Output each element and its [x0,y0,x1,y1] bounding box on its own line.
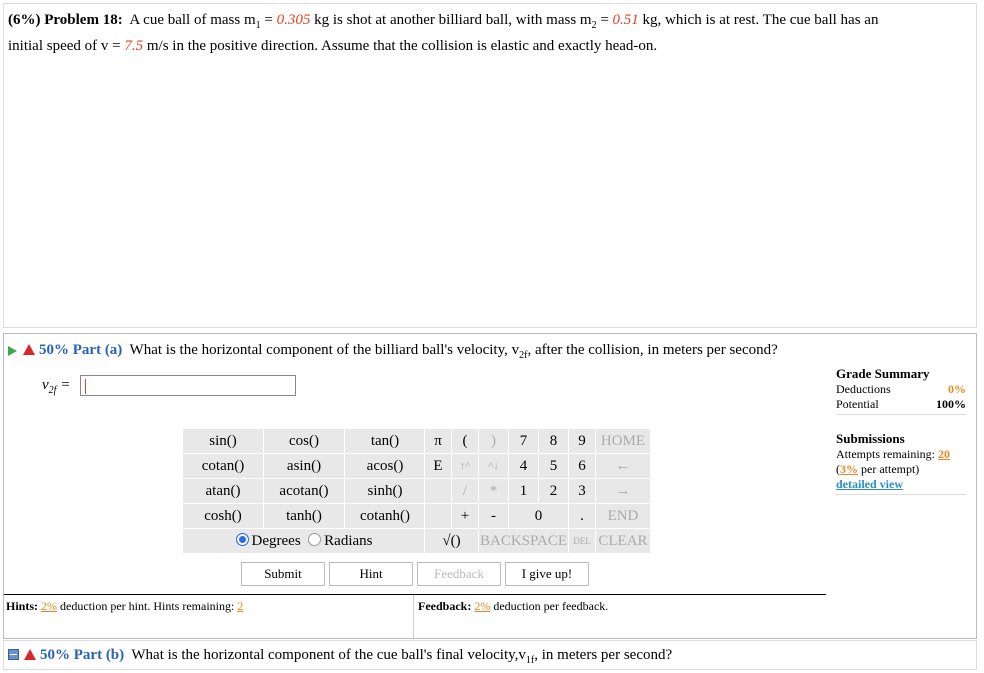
acos-button[interactable]: acos() [345,454,426,479]
answer-input[interactable] [80,375,296,396]
problem-text-4: m/s in the positive direction. Assume that the collision is elastic and exactly head-on. [143,38,658,54]
right-paren-button[interactable]: ) [479,429,509,454]
acotan-button[interactable]: acotan() [264,479,345,504]
plus-button[interactable]: + [452,504,479,529]
detailed-row [836,477,966,495]
problem-text-3: kg, which is at rest. The cue ball has an initial speed of v = [8,12,879,54]
give-up-button[interactable]: I give up! [505,562,589,586]
part-b-panel [3,640,977,670]
sinh-button[interactable]: sinh() [345,479,426,504]
key-9[interactable]: 9 [568,429,595,454]
feedback-text: deduction per feedback. [490,599,609,613]
problem-weight: (6%) [8,12,41,28]
attempts-value: 20 [937,447,950,461]
part-a-question-sub: 2f [519,350,528,361]
divide-button[interactable]: / [452,479,479,504]
hints-remaining: 2 [237,599,244,613]
equals-2: = [596,12,613,28]
cotan-button[interactable]: cotan() [183,454,264,479]
part-b-question: What is the horizontal component of the cue ball's final velocity,v [131,647,526,663]
key-3[interactable]: 3 [568,479,595,504]
cotanh-button[interactable]: cotanh() [345,504,426,529]
per-attempt-pct: 3% [840,462,858,476]
problem-text-1: A cue ball of mass m [129,12,256,28]
detailed-view-link[interactable]: detailed view [836,477,903,491]
per-attempt-text: per attempt) [858,462,920,476]
part-a-header [8,342,778,361]
answer-var: v [42,377,49,393]
part-b-question-end: , in meters per second? [534,647,673,663]
collapsed-icon[interactable] [8,649,19,660]
minus-button[interactable]: - [479,504,509,529]
tan-button[interactable]: tan() [345,429,426,454]
key-6[interactable]: 6 [568,454,595,479]
attempts-label: Attempts remaining: [836,447,938,461]
part-a-question-end: , after the collision, in meters per second? [527,342,778,358]
degrees-label: Degrees [251,532,301,549]
radians-label: Radians [324,532,373,549]
potential-row [836,397,966,415]
equals-1: = [260,12,277,28]
hint-deduction: 2% [41,599,58,613]
grade-summary [836,366,966,495]
deductions-row [836,382,966,397]
radians-radio[interactable] [308,533,321,546]
hints-label: Hints: [6,599,39,613]
warning-icon [23,344,35,355]
per-attempt-row: (3% per attempt) [836,462,920,476]
key-2[interactable]: 2 [538,479,568,504]
hints-text: deduction per hint. Hints remaining: [57,599,238,613]
submit-button[interactable]: Submit [241,562,325,586]
key-0[interactable]: 0 [508,504,568,529]
cos-button[interactable]: cos() [264,429,345,454]
m2-subscript: 2 [591,20,597,31]
m1-subscript: 1 [255,20,261,31]
blank-cell-1 [425,479,452,504]
warning-icon-b [24,649,36,660]
problem-text-2: kg is shot at another billiard ball, with mass m [310,12,592,28]
cosh-button[interactable]: cosh() [183,504,264,529]
pi-button[interactable]: π [425,429,452,454]
answer-sub: 2f [48,385,57,396]
part-b-question-sub: 1f [525,655,535,666]
right-arrow-button[interactable]: → [595,479,650,504]
degrees-radio[interactable] [236,533,249,546]
clear-button[interactable]: CLEAR [595,529,650,554]
up-caret-button[interactable]: ↑^ [452,454,479,479]
hints-box [4,595,414,639]
asin-button[interactable]: asin() [264,454,345,479]
hint-button[interactable]: Hint [329,562,413,586]
function-keypad [182,428,426,554]
hint-feedback-bar [4,594,826,639]
key-8[interactable]: 8 [538,429,568,454]
part-a-panel [3,333,977,639]
atan-button[interactable]: atan() [183,479,264,504]
left-paren-button[interactable]: ( [452,429,479,454]
caret-down-button[interactable]: ^↓ [479,454,509,479]
deductions-label: Deductions [836,382,891,396]
part-b-percent: 50% Part (b) [40,647,125,663]
del-button[interactable]: DEL [568,529,595,554]
key-7[interactable]: 7 [508,429,538,454]
number-keypad [424,428,651,554]
v-value: 7.5 [124,38,144,54]
feedback-button[interactable]: Feedback [417,562,501,586]
part-a-percent: 50% Part (a) [39,342,123,358]
deductions-value: 0% [948,382,966,396]
expand-triangle-icon[interactable] [8,346,17,356]
text-caret [85,379,86,394]
problem-label: Problem 18: [44,12,123,28]
key-4[interactable]: 4 [508,454,538,479]
tanh-button[interactable]: tanh() [264,504,345,529]
e-button[interactable]: E [425,454,452,479]
problem-statement [3,3,977,328]
sqrt-button[interactable]: √() [425,529,479,554]
potential-label: Potential [836,397,879,411]
dot-button[interactable]: . [568,504,595,529]
m2-value: 0.51 [612,12,639,28]
home-button[interactable]: HOME [595,429,650,454]
part-a-question: What is the horizontal component of the billiard ball's velocity, v [129,342,520,358]
answer-eq: = [56,377,71,393]
left-arrow-button[interactable]: ← [595,454,650,479]
feedback-deduction: 2% [474,599,491,613]
key-5[interactable]: 5 [538,454,568,479]
feedback-label: Feedback: [418,599,472,613]
feedback-box [416,595,826,639]
end-button[interactable]: END [595,504,650,529]
submissions-title: Submissions [836,431,905,446]
angle-mode [183,529,426,554]
attempts-row [836,447,966,462]
multiply-button[interactable]: * [479,479,509,504]
blank-cell-2 [425,504,452,529]
m1-value: 0.305 [276,12,311,28]
answer-label [42,377,70,396]
part-b-header [8,647,672,666]
backspace-button[interactable]: BACKSPACE [479,529,569,554]
grade-title: Grade Summary [836,366,930,381]
key-1[interactable]: 1 [508,479,538,504]
sin-button[interactable]: sin() [183,429,264,454]
potential-value: 100% [936,397,966,411]
